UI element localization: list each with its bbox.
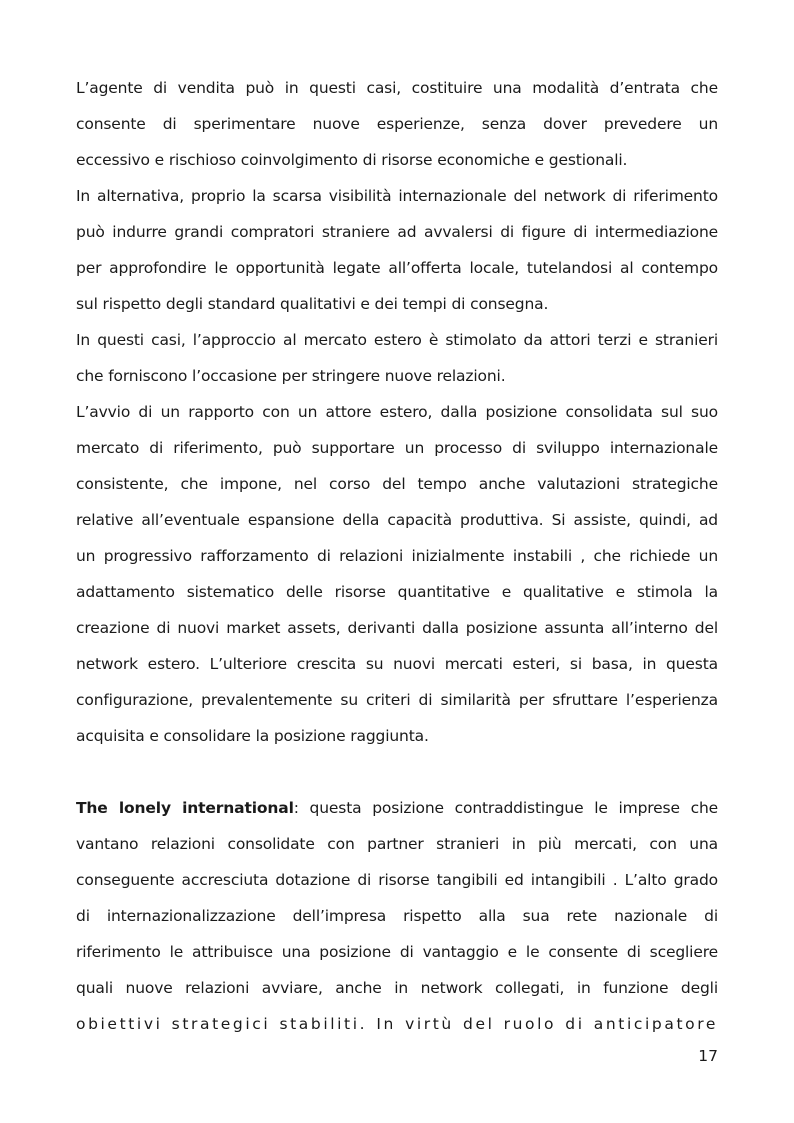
text-line: network estero. L’ulteriore crescita su nuovi mercati esteri, si basa, in questa <box>76 655 718 673</box>
text-line: relative all’eventuale espansione della capacità produttiva. Si assiste, quindi, ad <box>76 511 718 529</box>
text-line: sul rispetto degli standard qualitativi e dei tempi di consegna. <box>76 295 549 313</box>
text-line: L’agente di vendita può in questi casi, costituire una modalità d’entrata che <box>76 79 718 97</box>
text-line: configurazione, prevalentemente su criteri di similarità per sfruttare l’esperienza <box>76 691 718 709</box>
bold-term: The lonely international <box>76 799 294 817</box>
text-line: mercato di riferimento, può supportare un processo di sviluppo internazionale <box>76 439 718 457</box>
text-line: In alternativa, proprio la scarsa visibilità internazionale del network di riferimento <box>76 187 718 205</box>
text-line: adattamento sistematico delle risorse quantitative e qualitative e stimola la <box>76 583 718 601</box>
text-line: per approfondire le opportunità legate all’offerta locale, tutelandosi al contempo <box>76 259 718 277</box>
text-line: riferimento le attribuisce una posizione di vantaggio e le consente di scegliere <box>76 943 718 961</box>
text-line: creazione di nuovi market assets, derivanti dalla posizione assunta all’interno del <box>76 619 718 637</box>
text-line: quali nuove relazioni avviare, anche in network collegati, in funzione degli <box>76 979 718 997</box>
text-line: consistente, che impone, nel corso del tempo anche valutazioni strategiche <box>76 475 718 493</box>
text-line: che forniscono l’occasione per stringere nuove relazioni. <box>76 367 506 385</box>
text-line: un progressivo rafforzamento di relazioni inizialmente instabili , che richiede un <box>76 547 718 565</box>
text-line <box>76 798 718 818</box>
text-line: consente di sperimentare nuove esperienze, senza dover prevedere un <box>76 115 718 133</box>
text-line: conseguente accresciuta dotazione di risorse tangibili ed intangibili . L’alto grado <box>76 871 718 889</box>
text-line: di internazionalizzazione dell’impresa rispetto alla sua rete nazionale di <box>76 907 718 925</box>
page-number: 17 <box>698 1047 718 1065</box>
text-line: obiettivi strategici stabiliti. In virtù del ruolo di anticipatore <box>76 1015 718 1033</box>
text-line: eccessivo e rischioso coinvolgimento di risorse economiche e gestionali. <box>76 151 628 169</box>
text-line: vantano relazioni consolidate con partner stranieri in più mercati, con una <box>76 835 718 853</box>
text-span: : questa posizione contraddistingue le imprese che <box>293 799 719 817</box>
text-line: può indurre grandi compratori straniere ad avvalersi di figure di intermediazione <box>76 223 718 241</box>
text-line: L’avvio di un rapporto con un attore estero, dalla posizione consolidata sul suo <box>76 403 718 421</box>
text-line: acquisita e consolidare la posizione raggiunta. <box>76 727 429 745</box>
text-line: In questi casi, l’approccio al mercato estero è stimolato da attori terzi e stranieri <box>76 331 718 349</box>
